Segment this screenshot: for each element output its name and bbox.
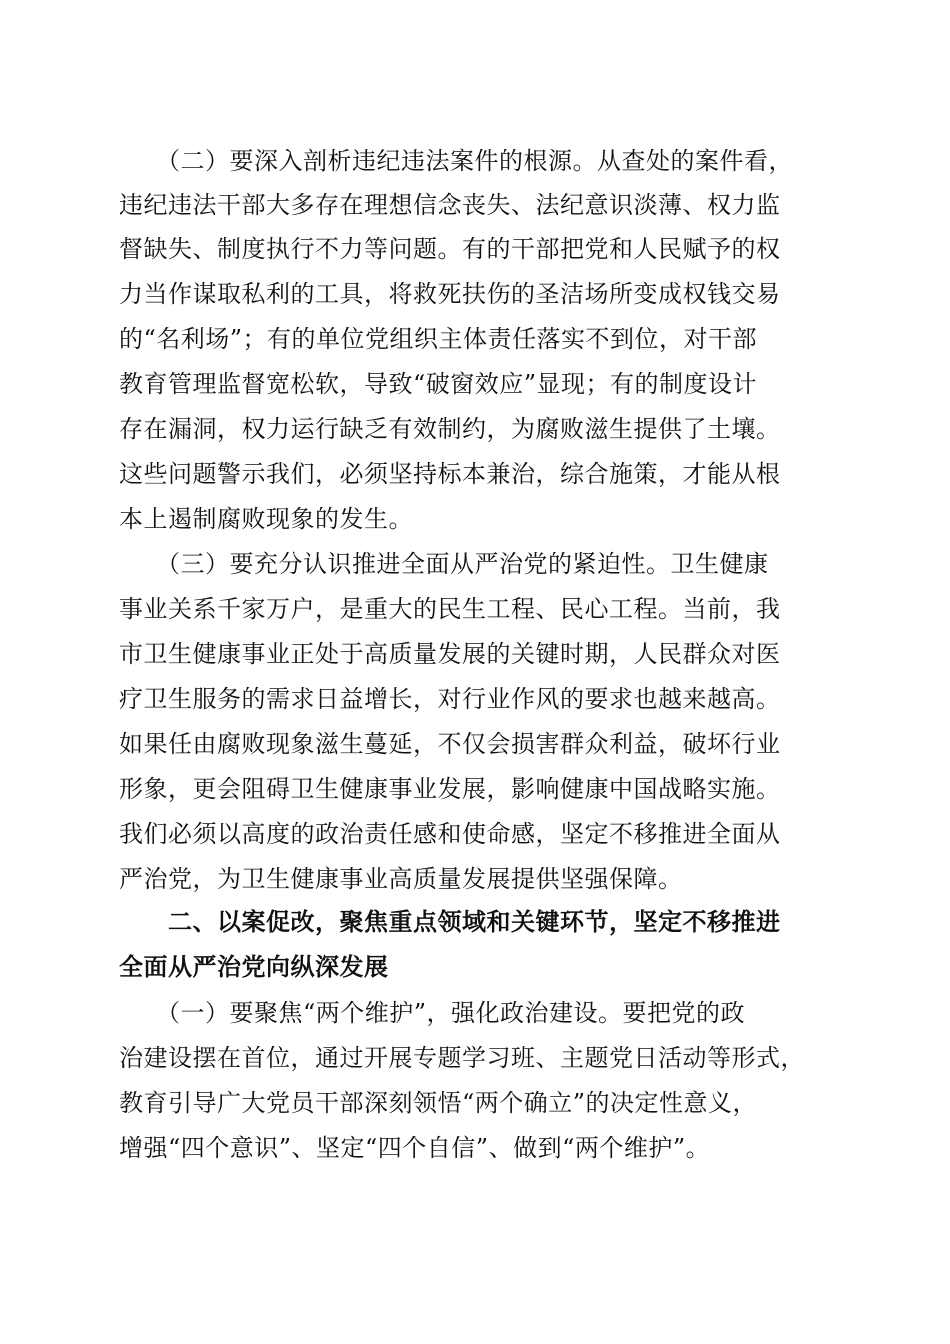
text-line: 教育引导广大党员干部深刻领悟“两个确立”的决定性意义， (119, 1089, 758, 1117)
text-line: （二）要深入剖析违纪违法案件的根源。从查处的案件看， (119, 147, 793, 175)
section-heading: 二、以案促改，聚焦重点领域和关键环节，坚定不移推进 (119, 908, 781, 936)
text-line: （一）要聚焦“两个维护”，强化政治建设。要把党的政 (119, 999, 746, 1027)
text-line: 严治党，为卫生健康事业高质量发展提供坚强保障。 (119, 865, 683, 893)
text-line: （三）要充分认识推进全面从严治党的紧迫性。卫生健康 (119, 550, 769, 578)
text-line: 事业关系千家万户，是重大的民生工程、民心工程。当前，我 (119, 595, 781, 623)
text-line: 力当作谋取私利的工具，将救死扶伤的圣洁场所变成权钱交易 (119, 280, 781, 308)
text-line: 存在漏洞，权力运行缺乏有效制约，为腐败滋生提供了土壤。 (119, 415, 781, 443)
text-line: 教育管理监督宽松软，导致“破窗效应”显现；有的制度设计 (119, 370, 758, 398)
text-line: 违纪违法干部大多存在理想信念丧失、法纪意识淡薄、权力监 (119, 191, 781, 219)
text-line: 的“名利场”；有的单位党组织主体责任落实不到位，对干部 (119, 325, 758, 353)
text-line: 本上遏制腐败现象的发生。 (119, 505, 413, 533)
text-line: 督缺失、制度执行不力等问题。有的干部把党和人民赋予的权 (119, 235, 781, 263)
text-line: 我们必须以高度的政治责任感和使命感，坚定不移推进全面从 (119, 820, 781, 848)
text-line: 如果任由腐败现象滋生蔓延，不仅会损害群众利益，破坏行业 (119, 730, 781, 758)
text-line: 增强“四个意识”、坚定“四个自信”、做到“两个维护”。 (119, 1134, 711, 1162)
text-line: 疗卫生服务的需求日益增长，对行业作风的要求也越来越高。 (119, 685, 781, 713)
section-heading: 全面从严治党向纵深发展 (119, 953, 389, 981)
text-line: 市卫生健康事业正处于高质量发展的关键时期，人民群众对医 (119, 640, 781, 668)
text-line: 治建设摆在首位，通过开展专题学习班、主题党日活动等形式， (119, 1044, 805, 1072)
text-line: 形象，更会阻碍卫生健康事业发展，影响健康中国战略实施。 (119, 775, 781, 803)
text-line: 这些问题警示我们，必须坚持标本兼治，综合施策，才能从根 (119, 460, 781, 488)
